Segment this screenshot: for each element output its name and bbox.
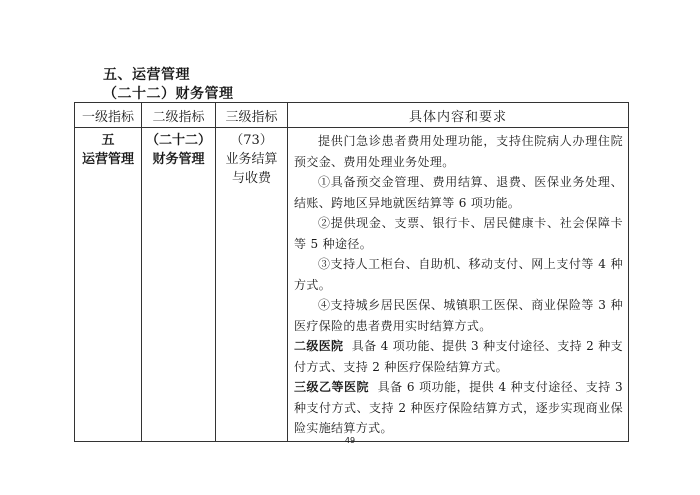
- header-content: 具体内容和要求: [288, 103, 629, 128]
- grade3b-label: 三级乙等医院: [294, 380, 369, 394]
- grade3b-text: 具备 6 项功能，提供 4 种支付途径、支持 3 种支付方式、支持 2 种医疗保险结算方式，逐步实现商业保险实施结算方式。: [294, 380, 623, 435]
- grade2-label: 二级医院: [294, 339, 344, 353]
- level3-name-line1: 业务结算: [225, 152, 278, 167]
- content-item-1: ①具备预交金管理、费用结算、退费、医保业务处理、结账、跨地区异地就医结算等 6 项功能。: [294, 175, 623, 210]
- page-number: 49: [344, 436, 356, 445]
- subsection-title: （二十二）财务管理: [103, 86, 234, 102]
- grade2-text: 具备 4 项功能、提供 3 种支付途径、支持 2 种支付方式、支持 2 种医疗保险结算方式。: [294, 339, 623, 374]
- header-level3: 三级指标: [216, 103, 288, 128]
- indicator-table: [74, 102, 629, 442]
- level1-name: 运营管理: [81, 152, 134, 167]
- grade3b-requirement: [294, 377, 623, 439]
- cell-level1: [75, 128, 142, 442]
- grade2-requirement: [294, 336, 623, 377]
- header-level1: 一级指标: [75, 103, 142, 128]
- section-title: 五、运营管理: [103, 67, 190, 83]
- level2-name: （二十二）财务管理: [145, 133, 211, 167]
- content-intro: 提供门急诊患者费用处理功能，支持住院病人办理住院预交金、费用处理业务处理。: [294, 134, 623, 169]
- header-level2: 二级指标: [142, 103, 216, 128]
- table-header-row: [75, 103, 629, 128]
- level3-name-line2: 与收费: [231, 171, 271, 186]
- cell-level3: [216, 128, 288, 442]
- level3-number: （73）: [230, 133, 273, 148]
- content-item-3: ③支持人工柜台、自助机、移动支付、网上支付等 4 种方式。: [294, 257, 623, 292]
- cell-level2: [142, 128, 216, 442]
- content-item-2: ②提供现金、支票、银行卡、居民健康卡、社会保障卡等 5 种途径。: [294, 216, 623, 251]
- cell-content: [288, 128, 629, 442]
- level1-number: 五: [101, 133, 115, 148]
- content-item-4: ④支持城乡居民医保、城镇职工医保、商业保险等 3 种医疗保险的患者费用实时结算方式。: [294, 298, 623, 333]
- table-row: [75, 128, 629, 442]
